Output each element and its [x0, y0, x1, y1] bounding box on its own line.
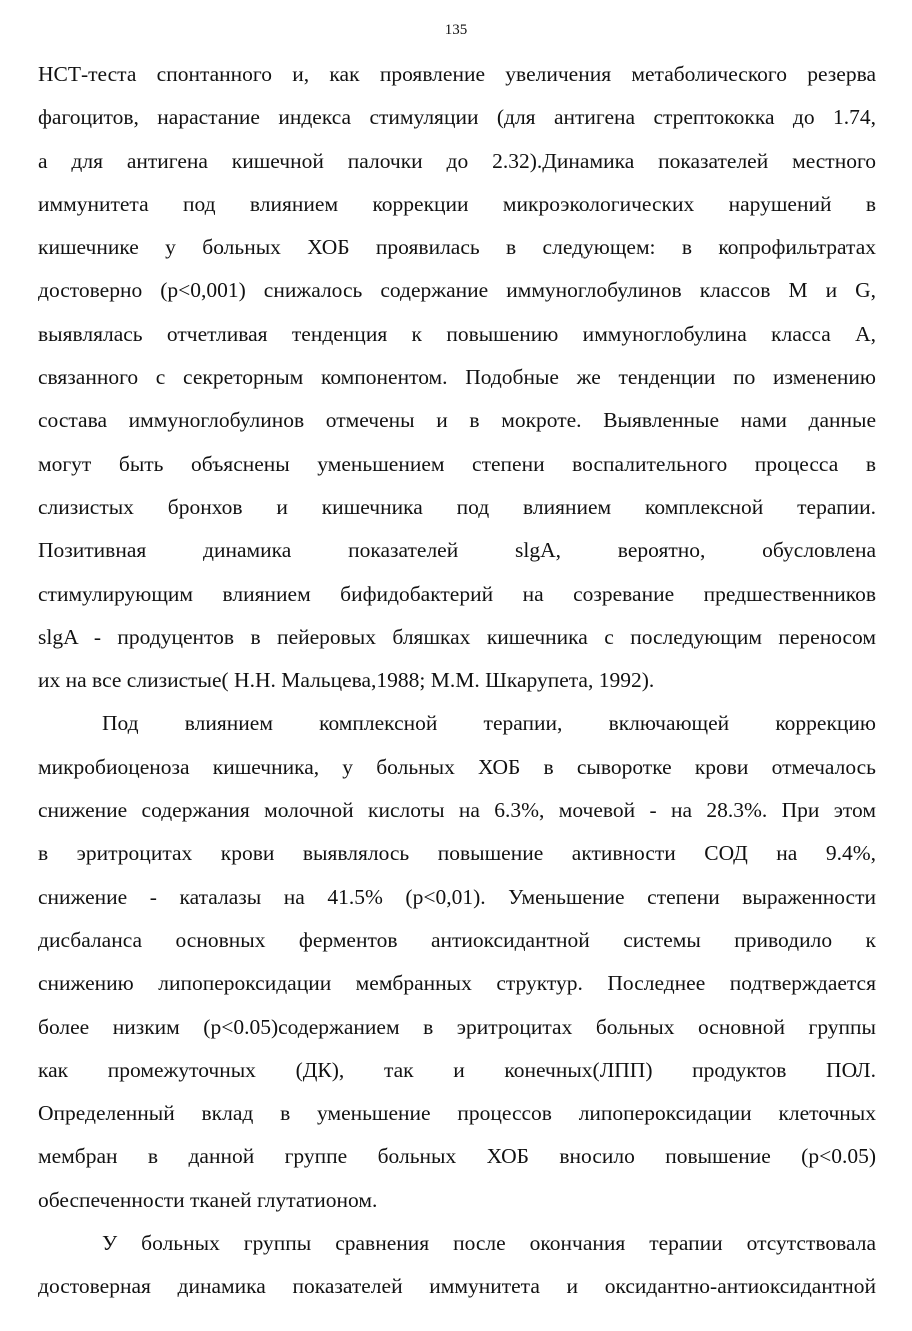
text-line: как промежуточных (ДК), так и конечных(ЛПП) продуктов ПОЛ.: [38, 1057, 876, 1082]
text-line: а для антигена кишечной палочки до 2.32).Динамика показателей местного: [38, 148, 876, 173]
text-line: иммунитета под влиянием коррекции микроэкологических нарушений в: [38, 191, 876, 216]
text-line: дисбаланса основных ферментов антиоксидантной системы приводило к: [38, 927, 876, 952]
text-line: их на все слизистые( Н.Н. Мальцева,1988; М.М. Шкарупета, 1992).: [38, 668, 655, 693]
text-line: У больных группы сравнения после окончания терапии отсутствовала: [102, 1231, 876, 1256]
text-line: НСТ-теста спонтанного и, как проявление увеличения метаболического резерва: [38, 62, 876, 86]
text-line: достоверно (p<0,001) снижалось содержание иммуноглобулинов классов M и G,: [38, 278, 876, 303]
text-line: стимулирующим влиянием бифидобактерий на созревание предшественников: [38, 581, 876, 606]
text-line: обеспеченности тканей глутатионом.: [38, 1187, 378, 1212]
text-line: Определенный вклад в уменьшение процессов липопероксидации клеточных: [38, 1101, 876, 1126]
text-line: slgA - продуцентов в пейеровых бляшках кишечника с последующим переносом: [38, 624, 876, 649]
page-number: 135: [444, 22, 468, 38]
text-line: кишечнике у больных ХОБ проявилась в следующем: в копрофильтратах: [38, 235, 876, 260]
text-line: снижение - каталазы на 41.5% (p<0,01). Уменьшение степени выраженности: [38, 884, 876, 909]
paragraph-2: [38, 702, 876, 1222]
text-line: слизистых бронхов и кишечника под влиянием комплексной терапии.: [38, 494, 876, 519]
text-line: состава иммуноглобулинов отмечены и в мокроте. Выявленные нами данные: [38, 408, 876, 433]
text-line: связанного с секреторным компонентом. Подобные же тенденции по изменению: [38, 365, 876, 390]
text-line: микробиоценоза кишечника, у больных ХОБ в сыворотке крови отмечалось: [38, 754, 876, 779]
text-line: Под влиянием комплексной терапии, включающей коррекцию: [102, 711, 876, 736]
text-line: достоверная динамика показателей иммунитета и оксидантно-антиоксидантной: [38, 1274, 876, 1299]
paragraph-3: [38, 1222, 876, 1309]
document-body: [38, 53, 876, 1309]
text-line: снижение содержания молочной кислоты на 6.3%, мочевой - на 28.3%. При этом: [38, 798, 876, 823]
text-line: могут быть объяснены уменьшением степени воспалительного процесса в: [38, 451, 876, 476]
text-line: мембран в данной группе больных ХОБ вносило повышение (p<0.05): [38, 1144, 876, 1169]
text-line: Позитивная динамика показателей slgA, вероятно, обусловлена: [38, 538, 876, 563]
text-line: в эритроцитах крови выявлялось повышение активности СОД на 9.4%,: [38, 841, 876, 866]
paragraph-1: [38, 53, 876, 702]
text-line: снижению липопероксидации мембранных структур. Последнее подтверждается: [38, 971, 876, 996]
text-line: выявлялась отчетливая тенденция к повышению иммуноглобулина класса А,: [38, 321, 876, 346]
text-line: более низким (p<0.05)содержанием в эритроцитах больных основной группы: [38, 1014, 876, 1039]
text-line: фагоцитов, нарастание индекса стимуляции (для антигена стрептококка до 1.74,: [38, 105, 876, 130]
